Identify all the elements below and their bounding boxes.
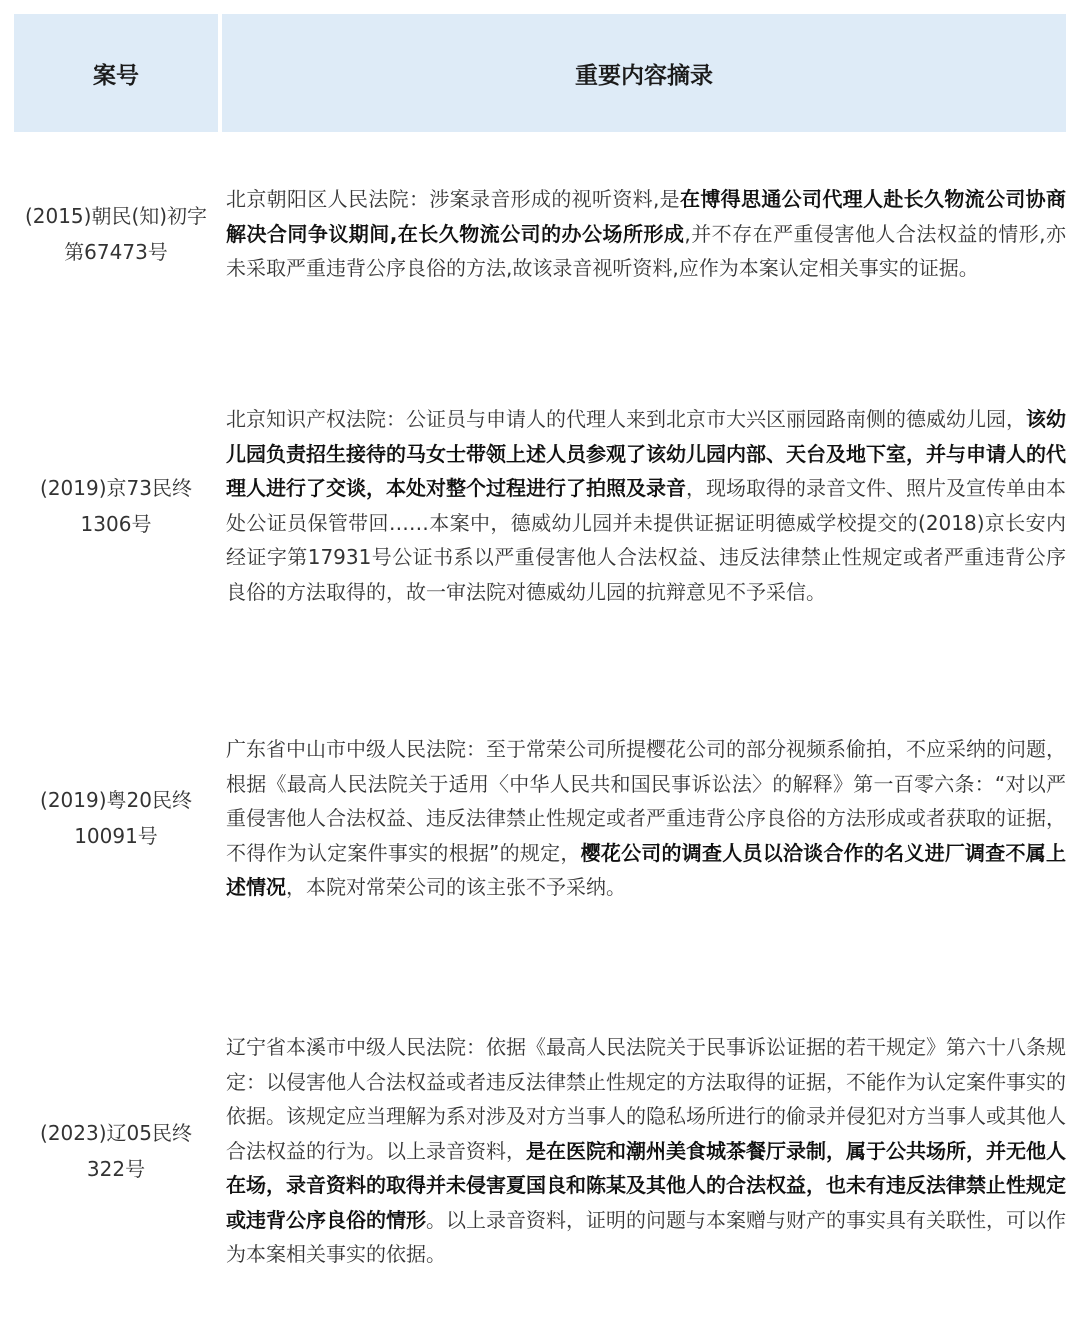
case-number <box>14 782 222 854</box>
case-number-line: (2023)辽05民终 <box>40 1120 192 1145</box>
case-number-line: 322号 <box>86 1156 146 1181</box>
summary-highlight: 在博得思通公司代理人赴长久物流公司协商解决合同争议期间,在长久物流公司的办公场所形成 <box>226 187 1067 246</box>
summary-text: ，本院对常荣公司的该主张不予采纳。 <box>286 875 626 899</box>
case-summary <box>222 732 1066 905</box>
case-summary <box>222 182 1066 286</box>
case-number <box>14 470 222 542</box>
header-case-no: 案号 <box>14 14 218 132</box>
header-summary: 重要内容摘录 <box>222 14 1066 132</box>
summary-text: 辽宁省本溪市中级人民法院：依据《最高人民法院关于民事诉讼证据的若干规定》第六十八条规定：以侵害他人合法权益或者违反法律禁止性规定的方法取得的证据，不能作为认定案件事实的依据。该规定应当理解为系对涉及对方当事人的隐私场所进行的偷录并侵犯对方当事人或其他人合法权益的行为。以上录音资料， <box>226 1035 1066 1163</box>
summary-highlight: 是在医院和潮州美食城茶餐厅录制，属于公共场所，并无他人在场，录音资料的取得并未侵害夏国良和陈某及其他人的合法权益，也未有违反法律禁止性规定或违背公序良俗的情形 <box>226 1138 1066 1232</box>
summary-highlight: 樱花公司的调查人员以洽谈合作的名义进厂调查不属上述情况 <box>226 840 1066 899</box>
summary-highlight: 该幼儿园负责招生接待的马女士带领上述人员参观了该幼儿园内部、天台及地下室，并与申请人的代理人进行了交谈，本处对整个过程进行了拍照及录音 <box>226 407 1066 500</box>
case-number-line: 第67473号 <box>64 239 168 264</box>
table-row <box>14 732 1066 905</box>
case-number-line: (2019)京73民终 <box>40 475 192 500</box>
table-header <box>14 14 1066 132</box>
table-row <box>14 1030 1066 1272</box>
case-number <box>14 1115 222 1187</box>
table-row <box>14 402 1066 609</box>
summary-text: 北京朝阳区人民法院：涉案录音形成的视听资料,是 <box>226 187 681 211</box>
summary-text: 北京知识产权法院：公证员与申请人的代理人来到北京市大兴区丽园路南侧的德威幼儿园， <box>226 407 1026 431</box>
case-number <box>14 198 222 270</box>
case-summary <box>222 1030 1066 1272</box>
summary-text: 。以上录音资料，证明的问题与本案赠与财产的事实具有关联性，可以作为本案相关事实的依据。 <box>226 1207 1066 1266</box>
table-row <box>14 182 1066 286</box>
case-number-line: 1306号 <box>80 511 152 536</box>
case-number-line: (2019)粤20民终 <box>40 788 192 813</box>
summary-text: ，现场取得的录音文件、照片及宣传单由本处公证员保管带回……本案中，德威幼儿园并未提供证据证明德威学校提交的(2018)京长安内经证字第17931号公证书系以严重侵害他人合法权益、违反法律禁止性规定或者严重违背公序良俗的方法取得的，故一审法院对德威幼儿园的抗辩意见不予采信。 <box>226 476 1066 604</box>
summary-text: ,并不存在严重侵害他人合法权益的情形,亦未采取严重违背公序良俗的方法,故该录音视听资料,应作为本案认定相关事实的证据。 <box>226 221 1066 280</box>
case-number-line: 10091号 <box>74 824 158 849</box>
summary-text: 广东省中山市中级人民法院：至于常荣公司所提樱花公司的部分视频系偷拍，不应采纳的问题，根据《最高人民法院关于适用〈中华人民共和国民事诉讼法〉的解释》第一百零六条：“对以严重侵害他人合法权益、违反法律禁止性规定或者严重违背公序良俗的方法形成或者获取的证据，不得作为认定案件事实的根据”的规定， <box>226 737 1066 865</box>
case-table <box>14 14 1067 1266</box>
case-number-line: (2015)朝民(知)初字 <box>24 203 208 228</box>
case-summary <box>222 402 1066 609</box>
